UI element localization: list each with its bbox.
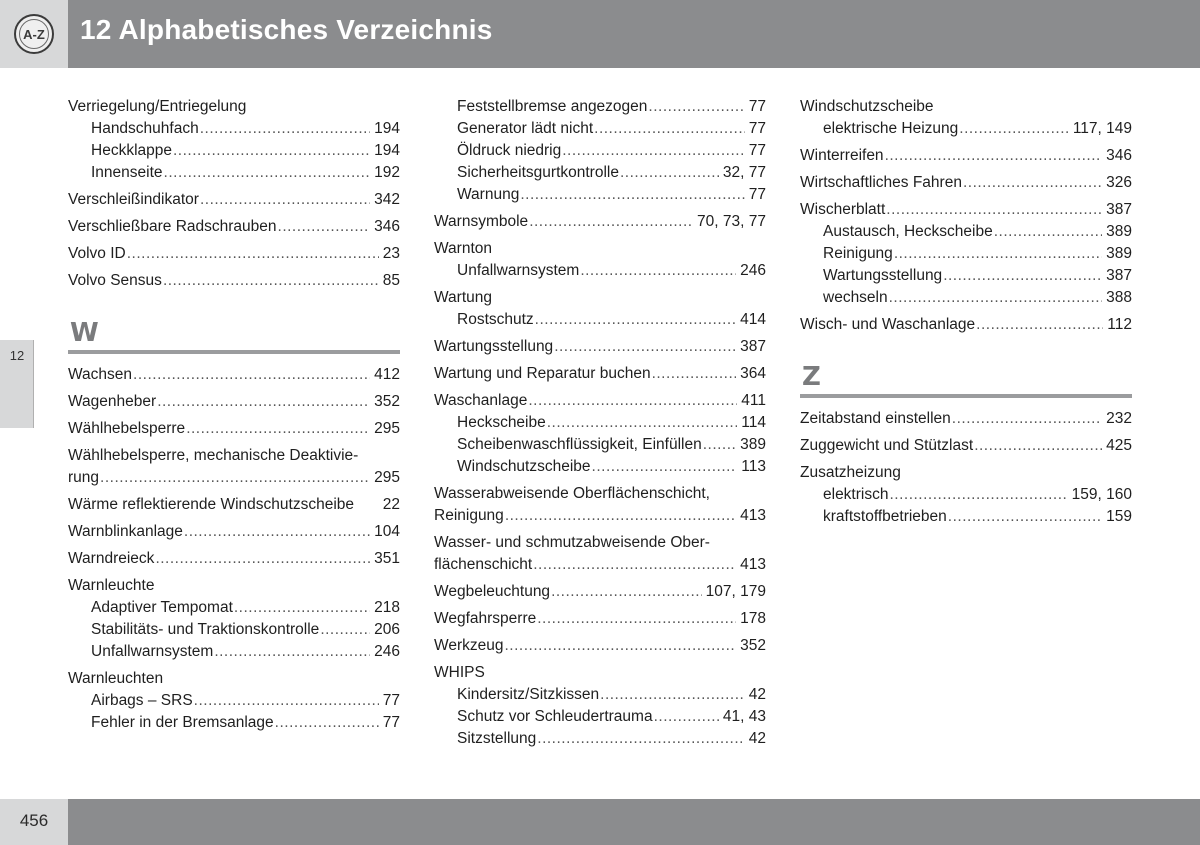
dot-leader (703, 434, 736, 456)
index-subentry (68, 712, 400, 734)
index-group (68, 364, 400, 386)
index-entry (434, 390, 766, 412)
dot-leader (200, 189, 370, 211)
index-group (68, 445, 400, 489)
index-subentry (434, 412, 766, 434)
dot-leader (320, 619, 370, 641)
entry-term: Sicherheitsgurtkontrolle (457, 164, 619, 181)
page-reference: 42 (748, 686, 766, 703)
index-subentry (800, 287, 1132, 309)
entry-term: Volvo Sensus (68, 272, 162, 289)
page-reference: 218 (374, 599, 400, 616)
page-reference: 77 (748, 142, 766, 159)
page-reference: 22 (382, 496, 400, 513)
dot-leader (959, 118, 1069, 140)
index-subentry (434, 260, 766, 282)
index-subentry (434, 434, 766, 456)
dot-leader (889, 287, 1103, 309)
page-title: 12 Alphabetisches Verzeichnis (80, 14, 493, 45)
index-heading: WHIPS (434, 664, 485, 681)
entry-term: Heckklappe (91, 142, 172, 159)
entry-term: Rostschutz (457, 311, 534, 328)
page-reference: 41, 43 (722, 708, 766, 725)
index-entry (68, 467, 400, 489)
index-subentry (800, 118, 1132, 140)
index-group (800, 462, 1132, 528)
dot-leader (974, 435, 1102, 457)
dot-leader (886, 199, 1102, 221)
page-reference: 326 (1106, 174, 1132, 191)
index-group (800, 314, 1132, 336)
dot-leader (943, 265, 1102, 287)
entry-term: Zuggewicht und Stützlast (800, 437, 974, 454)
page-reference: 389 (1106, 245, 1132, 262)
index-entry (800, 435, 1132, 457)
entry-term: elektrische Heizung (823, 120, 959, 137)
dot-leader (620, 162, 719, 184)
index-subentry (800, 221, 1132, 243)
index-group (434, 287, 766, 331)
entry-term: Wartungsstellung (823, 267, 943, 284)
dot-leader (214, 641, 370, 663)
index-column-2 (434, 96, 766, 755)
dot-leader (952, 408, 1102, 430)
dot-leader (133, 364, 370, 386)
index-subentry (434, 706, 766, 728)
page-reference: 246 (374, 643, 400, 660)
index-subentry (68, 162, 400, 184)
dot-leader (580, 260, 736, 282)
page-reference: 159, 160 (1071, 486, 1132, 503)
entry-term: Wachsen (68, 366, 133, 383)
page-reference: 388 (1106, 289, 1132, 306)
page-reference: 232 (1106, 410, 1132, 427)
entry-term: Winterreifen (800, 147, 884, 164)
page-reference: 364 (740, 365, 766, 382)
dot-leader (520, 184, 744, 206)
index-heading: Wasser- und schmutzabweisende Ober- (434, 534, 710, 551)
page-reference: 351 (374, 550, 400, 567)
index-group (68, 418, 400, 440)
index-group (68, 391, 400, 413)
dot-leader (551, 581, 702, 603)
page-reference: 425 (1106, 437, 1132, 454)
index-subentry (434, 96, 766, 118)
index-entry (434, 635, 766, 657)
index-group (800, 96, 1132, 140)
dot-leader (528, 390, 737, 412)
index-heading: Wählhebelsperre, mechanische Deaktivie- (68, 447, 359, 464)
index-entry (434, 505, 766, 527)
page-reference: 104 (374, 523, 400, 540)
entry-term: flächenschicht (434, 556, 533, 573)
index-entry (68, 548, 400, 570)
page-reference: 295 (374, 420, 400, 437)
page-reference: 346 (374, 218, 400, 235)
dot-leader (537, 728, 744, 750)
index-group (434, 608, 766, 630)
page-number: 456 (19, 811, 49, 830)
page-reference: 194 (374, 120, 400, 137)
dot-leader (994, 221, 1102, 243)
dot-leader (163, 270, 379, 292)
page-reference: 246 (740, 262, 766, 279)
page-reference: 112 (1107, 316, 1132, 333)
entry-term: Airbags – SRS (91, 692, 193, 709)
page-reference: 113 (741, 458, 766, 475)
entry-term: Volvo ID (68, 245, 126, 262)
page-reference: 352 (374, 393, 400, 410)
index-heading: Warnleuchte (68, 577, 155, 594)
index-subentry (68, 118, 400, 140)
dot-leader (275, 712, 379, 734)
page-reference: 77 (748, 186, 766, 203)
page-reference: 387 (1106, 201, 1132, 218)
dot-leader (885, 145, 1103, 167)
page-reference: 32, 77 (722, 164, 766, 181)
entry-term: Unfallwarnsystem (457, 262, 580, 279)
dot-leader (200, 118, 370, 140)
entry-term: Austausch, Heckscheibe (823, 223, 993, 240)
entry-term: Scheibenwaschflüssigkeit, Einfüllen (457, 436, 702, 453)
index-subentry (434, 140, 766, 162)
page-reference: 107, 179 (705, 583, 766, 600)
page-reference: 117, 149 (1072, 120, 1132, 137)
a-z-index-icon (14, 14, 54, 54)
dot-leader (533, 554, 736, 576)
entry-term: wechseln (823, 289, 888, 306)
index-entry (68, 216, 400, 238)
index-subentry (68, 641, 400, 663)
entry-term: Warnblinkanlage (68, 523, 183, 540)
entry-term: Reinigung (434, 507, 504, 524)
index-heading: Warnleuchten (68, 670, 164, 687)
page-reference: 346 (1106, 147, 1132, 164)
dot-leader (194, 690, 379, 712)
dot-leader (278, 216, 371, 238)
page-reference: 85 (382, 272, 400, 289)
entry-term: Waschanlage (434, 392, 528, 409)
dot-leader (505, 505, 736, 527)
badge-label: A-Z (23, 26, 45, 42)
index-subentry (68, 140, 400, 162)
dot-leader (186, 418, 370, 440)
entry-term: Wisch- und Waschanlage (800, 316, 976, 333)
page-reference: 411 (741, 392, 766, 409)
index-entry (800, 145, 1132, 167)
dot-leader (164, 162, 371, 184)
index-subentry (434, 309, 766, 331)
entry-term: Feststellbremse angezogen (457, 98, 648, 115)
index-heading: Wartung (434, 289, 493, 306)
dot-leader (537, 608, 736, 630)
entry-term: Handschuhfach (91, 120, 199, 137)
page-reference: 77 (748, 98, 766, 115)
dot-leader (547, 412, 738, 434)
entry-term: Schutz vor Schleudertrauma (457, 708, 653, 725)
entry-term: Adaptiver Tempomat (91, 599, 233, 616)
index-entry (68, 270, 400, 292)
index-group (434, 483, 766, 527)
index-entry (68, 521, 400, 543)
index-heading: Warnton (434, 240, 493, 257)
page-reference: 42 (748, 730, 766, 747)
entry-term: Reinigung (823, 245, 893, 262)
index-group (68, 548, 400, 570)
index-entry (800, 172, 1132, 194)
dot-leader (505, 635, 737, 657)
index-entry (68, 243, 400, 265)
index-group (68, 270, 400, 292)
index-heading: Zusatzheizung (800, 464, 901, 481)
index-subentry (800, 506, 1132, 528)
chapter-tab-label: 12 (9, 348, 25, 363)
chapter-tab (0, 340, 34, 428)
entry-term: Warnsymbole (434, 213, 529, 230)
dot-leader (535, 309, 736, 331)
section-rule (68, 350, 400, 354)
page-reference: 192 (374, 164, 400, 181)
page-reference: 352 (740, 637, 766, 654)
page-reference: 387 (1106, 267, 1132, 284)
page-reference: 342 (374, 191, 400, 208)
index-subentry (434, 184, 766, 206)
index-group (800, 172, 1132, 194)
index-heading: Wasserabweisende Oberflächenschicht, (434, 485, 710, 502)
entry-term: elektrisch (823, 486, 889, 503)
entry-term: Wählhebelsperre (68, 420, 186, 437)
index-subentry (800, 265, 1132, 287)
page-reference: 389 (1106, 223, 1132, 240)
index-group (68, 575, 400, 663)
index-group (800, 199, 1132, 309)
dot-leader (592, 456, 738, 478)
index-entry (800, 314, 1132, 336)
index-entry (434, 363, 766, 385)
index-group (800, 145, 1132, 167)
index-subentry (434, 684, 766, 706)
entry-term: Verschleißindikator (68, 191, 199, 208)
index-group (68, 189, 400, 211)
index-entry (434, 336, 766, 358)
index-column-1 (68, 96, 400, 739)
entry-term: Generator lädt nicht (457, 120, 594, 137)
entry-term: Verschließbare Radschrauben (68, 218, 277, 235)
index-entry (800, 408, 1132, 430)
entry-term: kraftstoffbetrieben (823, 508, 947, 525)
entry-term: Windschutzscheibe (457, 458, 591, 475)
entry-term: Warndreieck (68, 550, 155, 567)
entry-term: Öldruck niedrig (457, 142, 562, 159)
page-reference: 387 (740, 338, 766, 355)
index-subentry (434, 118, 766, 140)
index-group (68, 243, 400, 265)
index-entry (68, 391, 400, 413)
index-group (434, 635, 766, 657)
index-subentry (434, 162, 766, 184)
index-group (68, 521, 400, 543)
dot-leader (648, 96, 744, 118)
dot-leader (234, 597, 370, 619)
section-letter: Z (802, 362, 821, 392)
page-reference: 178 (740, 610, 766, 627)
index-group (434, 363, 766, 385)
page-reference: 77 (748, 120, 766, 137)
entry-term: Stabilitäts- und Traktionskontrolle (91, 621, 320, 638)
dot-leader (529, 211, 693, 233)
index-entry (434, 211, 766, 233)
index-group (68, 96, 400, 184)
page-reference: 70, 73, 77 (697, 213, 766, 230)
entry-term: Wartung und Reparatur buchen (434, 365, 651, 382)
entry-term: Wegfahrsperre (434, 610, 537, 627)
index-subentry (434, 456, 766, 478)
index-group (68, 668, 400, 734)
dot-leader (594, 118, 745, 140)
index-subentry (68, 690, 400, 712)
dot-leader (127, 243, 379, 265)
index-group (434, 532, 766, 576)
entry-term: Wegbeleuchtung (434, 583, 551, 600)
index-entry (434, 581, 766, 603)
index-entry (434, 608, 766, 630)
page-reference: 206 (374, 621, 400, 638)
dot-leader (155, 548, 370, 570)
page-reference: 412 (374, 366, 400, 383)
page-reference: 413 (740, 556, 766, 573)
page-reference: 77 (382, 714, 400, 731)
page-reference: 389 (740, 436, 766, 453)
dot-leader (184, 521, 370, 543)
section-heading (800, 362, 1132, 398)
dot-leader (963, 172, 1102, 194)
dot-leader (100, 467, 370, 489)
entry-term: Wärme reflektierende Windschutzscheibe (68, 496, 355, 513)
index-group (434, 211, 766, 233)
index-subentry (68, 619, 400, 641)
entry-term: Werkzeug (434, 637, 504, 654)
index-subentry (68, 597, 400, 619)
index-group (434, 390, 766, 478)
page-number-box (0, 799, 68, 845)
entry-term: Kindersitz/Sitzkissen (457, 686, 600, 703)
entry-term: Sitzstellung (457, 730, 537, 747)
dot-leader (157, 391, 370, 413)
page-reference: 23 (382, 245, 400, 262)
page-reference: 413 (740, 507, 766, 524)
index-entry (800, 199, 1132, 221)
index-group (434, 336, 766, 358)
entry-term: Wirtschaftliches Fahren (800, 174, 962, 191)
page-reference: 114 (741, 414, 766, 431)
entry-term: Wartungsstellung (434, 338, 554, 355)
page-reference: 77 (382, 692, 400, 709)
index-group (434, 238, 766, 282)
dot-leader (894, 243, 1102, 265)
entry-term: Fehler in der Bremsanlage (91, 714, 274, 731)
chapter-badge-box (0, 0, 68, 68)
entry-term: Wagenheber (68, 393, 157, 410)
entry-term: Wischerblatt (800, 201, 886, 218)
page-reference: 414 (740, 311, 766, 328)
dot-leader (554, 336, 736, 358)
page-footer (0, 799, 1200, 845)
index-group (800, 408, 1132, 430)
page-reference: 159 (1106, 508, 1132, 525)
dot-leader (600, 684, 745, 706)
index-group (800, 435, 1132, 457)
index-subentry (434, 728, 766, 750)
dot-leader (652, 363, 737, 385)
index-group (68, 494, 400, 516)
page-reference: 295 (374, 469, 400, 486)
index-group (434, 662, 766, 750)
page-reference: 194 (374, 142, 400, 159)
index-group (68, 216, 400, 238)
index-heading: Windschutzscheibe (800, 98, 934, 115)
entry-term: Innenseite (91, 164, 163, 181)
entry-term: Heckscheibe (457, 414, 546, 431)
index-subentry (800, 484, 1132, 506)
entry-term: Zeitabstand einstellen (800, 410, 951, 427)
dot-leader (976, 314, 1103, 336)
entry-term: Unfallwarnsystem (91, 643, 214, 660)
index-entry (68, 189, 400, 211)
index-heading: Verriegelung/Entriegelung (68, 98, 247, 115)
entry-term: Warnung (457, 186, 520, 203)
section-rule (800, 394, 1132, 398)
dot-leader (948, 506, 1102, 528)
page-header (0, 0, 1200, 68)
index-entry (434, 554, 766, 576)
index-subentry (800, 243, 1132, 265)
section-letter: W (70, 318, 99, 348)
index-entry (68, 364, 400, 386)
index-group (434, 581, 766, 603)
dot-leader (889, 484, 1067, 506)
index-column-3 (800, 96, 1132, 533)
section-heading (68, 318, 400, 354)
index-entry (68, 494, 400, 516)
entry-term: rung (68, 469, 100, 486)
dot-leader (562, 140, 745, 162)
dot-leader (654, 706, 719, 728)
index-entry (68, 418, 400, 440)
dot-leader (173, 140, 370, 162)
index-group (434, 96, 766, 206)
